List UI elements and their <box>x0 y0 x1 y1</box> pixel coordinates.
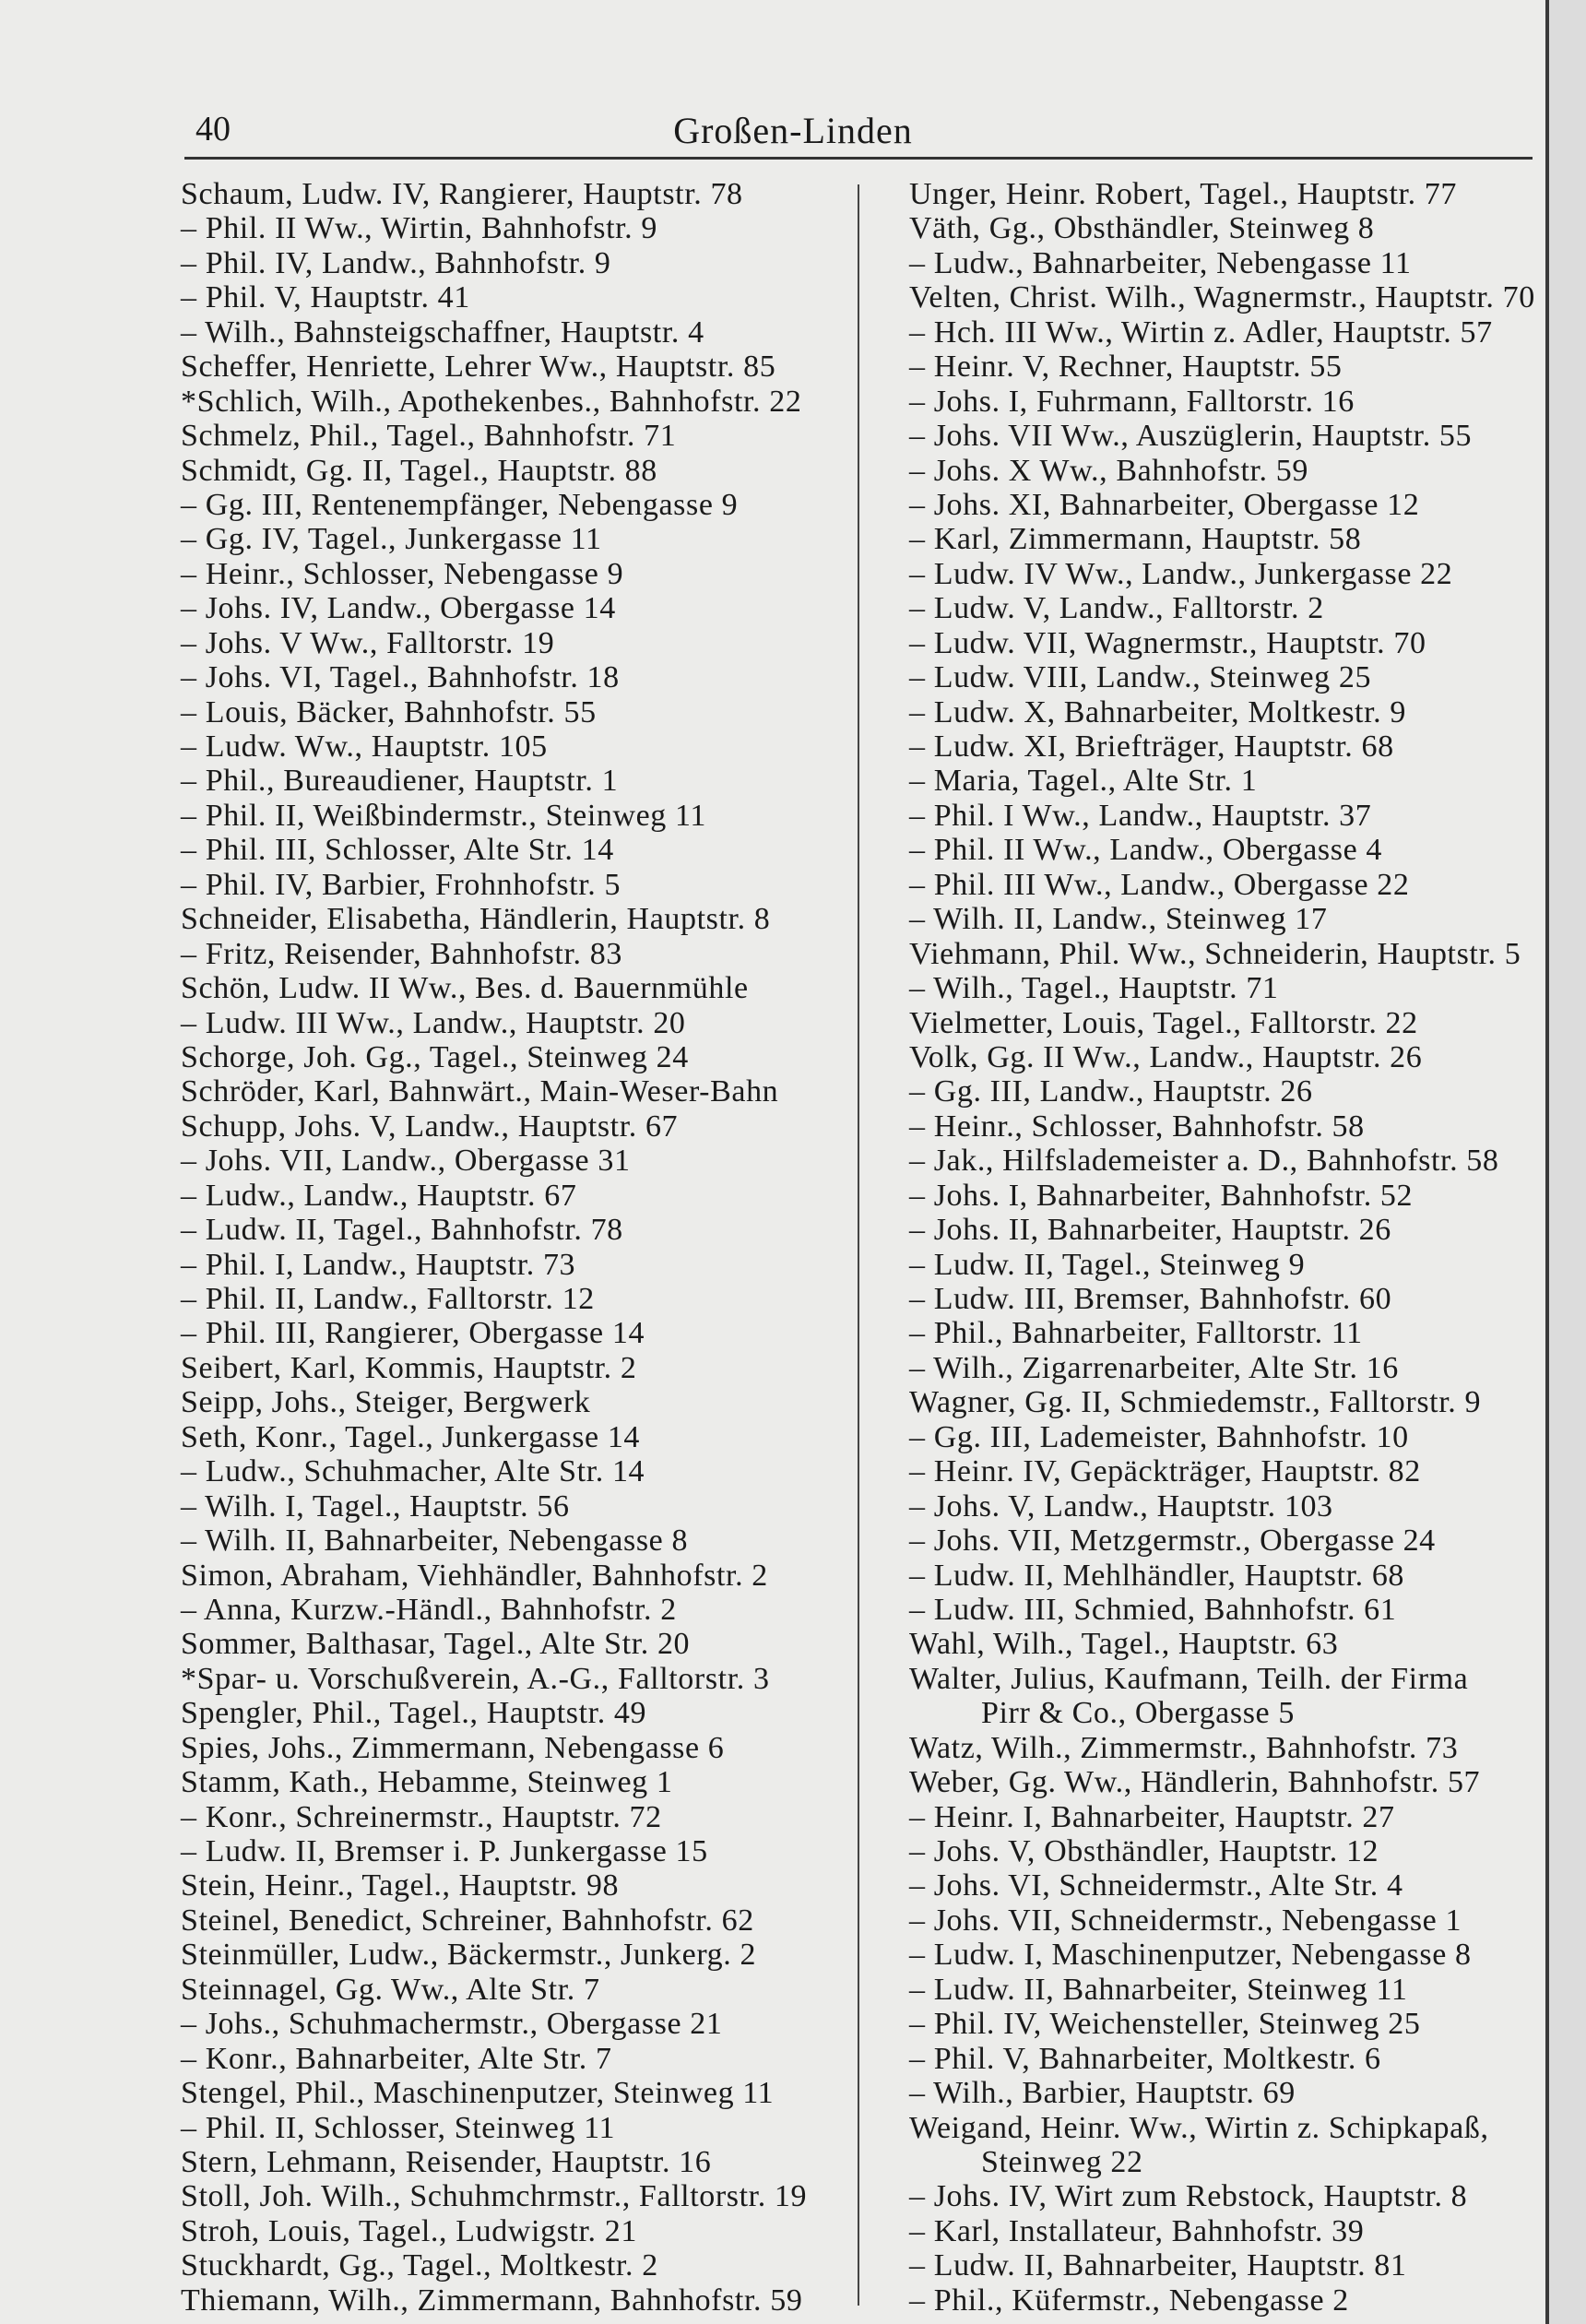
directory-entry: – Ludw. Ww., Hauptstr. 105 <box>181 729 548 764</box>
directory-entry: – Johs. II, Bahnarbeiter, Hauptstr. 26 <box>909 1213 1391 1248</box>
directory-entry: – Ludw., Bahnarbeiter, Nebengasse 11 <box>909 245 1412 280</box>
directory-entry: Stuckhardt, Gg., Tagel., Moltkestr. 2 <box>181 2248 658 2283</box>
directory-entry: Stein, Heinr., Tagel., Hauptstr. 98 <box>181 1868 620 1903</box>
directory-entry: Schmelz, Phil., Tagel., Bahnhofstr. 71 <box>181 419 677 454</box>
directory-entry: – Ludw. II, Tagel., Steinweg 9 <box>909 1247 1306 1282</box>
page-title: Großen-Linden <box>673 110 913 151</box>
directory-entry: – Phil. IV, Weichensteller, Steinweg 25 <box>909 2007 1421 2042</box>
directory-entry: – Phil. IV, Barbier, Frohnhofstr. 5 <box>181 867 621 902</box>
directory-entry: – Hch. III Ww., Wirtin z. Adler, Hauptstr. 57 <box>909 314 1493 350</box>
directory-entry: – Heinr., Schlosser, Bahnhofstr. 58 <box>909 1109 1365 1144</box>
directory-entry: *Schlich, Wilh., Apothekenbes., Bahnhofstr. 22 <box>181 384 802 419</box>
directory-entry: – Johs. X Ww., Bahnhofstr. 59 <box>909 453 1308 488</box>
directory-entry: – Johs. VII, Metzgermstr., Obergasse 24 <box>909 1524 1436 1559</box>
directory-entry: Steinmüller, Ludw., Bäckermstr., Junkerg. 2 <box>181 1938 757 1973</box>
directory-entry: – Phil. II, Weißbindermstr., Steinweg 11 <box>181 798 706 833</box>
directory-entry: – Gg. IV, Tagel., Junkergasse 11 <box>181 522 602 557</box>
directory-entry: – Ludw. II, Bahnarbeiter, Steinweg 11 <box>909 1972 1408 2007</box>
directory-entry: – Wilh., Barbier, Hauptstr. 69 <box>909 2076 1296 2111</box>
directory-entry: – Johs. I, Bahnarbeiter, Bahnhofstr. 52 <box>909 1178 1414 1213</box>
directory-entry: – Gg. III, Landw., Hauptstr. 26 <box>909 1074 1313 1109</box>
directory-entry: – Ludw. III, Bremser, Bahnhofstr. 60 <box>909 1282 1392 1316</box>
directory-entry: Steinel, Benedict, Schreiner, Bahnhofstr. 62 <box>181 1903 754 1938</box>
directory-entry: – Ludw. X, Bahnarbeiter, Moltkestr. 9 <box>909 694 1406 729</box>
directory-entry: Schaum, Ludw. IV, Rangierer, Hauptstr. 78 <box>181 177 743 211</box>
directory-entry: – Phil. III Ww., Landw., Obergasse 22 <box>909 867 1410 902</box>
directory-entry: – Phil., Bureaudiener, Hauptstr. 1 <box>181 764 619 799</box>
directory-entry: Stern, Lehmann, Reisender, Hauptstr. 16 <box>181 2144 712 2179</box>
directory-entry: – Karl, Installateur, Bahnhofstr. 39 <box>909 2213 1365 2248</box>
directory-entry: – Ludw. V, Landw., Falltorstr. 2 <box>909 591 1324 626</box>
directory-entry: Stengel, Phil., Maschinenputzer, Steinweg 11 <box>181 2076 775 2111</box>
directory-entry: – Johs. I, Fuhrmann, Falltorstr. 16 <box>909 384 1355 419</box>
directory-entry: – Wilh., Zigarrenarbeiter, Alte Str. 16 <box>909 1350 1399 1385</box>
directory-entry: – Phil. I Ww., Landw., Hauptstr. 37 <box>909 798 1372 833</box>
directory-entry: Viehmann, Phil. Ww., Schneiderin, Hauptstr. 5 <box>909 936 1521 971</box>
directory-entry: – Johs. VI, Tagel., Bahnhofstr. 18 <box>181 660 620 695</box>
directory-entry: – Johs. VI, Schneidermstr., Alte Str. 4 <box>909 1868 1403 1903</box>
directory-entry: Schupp, Johs. V, Landw., Hauptstr. 67 <box>181 1109 679 1144</box>
directory-entry: – Phil. II, Schlosser, Steinweg 11 <box>181 2110 616 2145</box>
directory-entry: – Heinr. V, Rechner, Hauptstr. 55 <box>909 350 1343 385</box>
directory-entry: – Wilh., Tagel., Hauptstr. 71 <box>909 971 1279 1006</box>
directory-entry: – Johs. XI, Bahnarbeiter, Obergasse 12 <box>909 487 1420 522</box>
directory-entry: – Wilh. II, Landw., Steinweg 17 <box>909 902 1328 937</box>
directory-entry-continuation: Steinweg 22 <box>981 2144 1143 2179</box>
directory-entry: – Fritz, Reisender, Bahnhofstr. 83 <box>181 936 622 971</box>
directory-entry: – Wilh., Bahnsteigschaffner, Hauptstr. 4 <box>181 314 704 350</box>
directory-entry: – Konr., Bahnarbeiter, Alte Str. 7 <box>181 2041 612 2076</box>
directory-entry: Wahl, Wilh., Tagel., Hauptstr. 63 <box>909 1627 1339 1662</box>
directory-entry: – Heinr. I, Bahnarbeiter, Hauptstr. 27 <box>909 1799 1395 1834</box>
directory-entry: – Ludw. XI, Briefträger, Hauptstr. 68 <box>909 729 1394 764</box>
directory-entry: – Phil. III, Schlosser, Alte Str. 14 <box>181 833 614 868</box>
directory-entry: Schorge, Joh. Gg., Tagel., Steinweg 24 <box>181 1039 689 1074</box>
directory-entry: – Ludw. II, Mehlhändler, Hauptstr. 68 <box>909 1558 1405 1593</box>
directory-entry: – Phil. II, Landw., Falltorstr. 12 <box>181 1282 595 1316</box>
directory-entry: Simon, Abraham, Viehhändler, Bahnhofstr. 2 <box>181 1558 768 1593</box>
directory-entry: Väth, Gg., Obsthändler, Steinweg 8 <box>909 211 1375 246</box>
directory-entry: – Gg. III, Lademeister, Bahnhofstr. 10 <box>909 1419 1409 1454</box>
directory-entry: Stamm, Kath., Hebamme, Steinweg 1 <box>181 1765 673 1800</box>
directory-entry: Spengler, Phil., Tagel., Hauptstr. 49 <box>181 1696 647 1731</box>
directory-entry: – Phil. V, Hauptstr. 41 <box>181 280 470 315</box>
directory-entry: – Ludw. IV Ww., Landw., Junkergasse 22 <box>909 556 1453 591</box>
directory-entry: – Ludw. VIII, Landw., Steinweg 25 <box>909 660 1372 695</box>
directory-entry: Schröder, Karl, Bahnwärt., Main-Weser-Bahn <box>181 1074 779 1109</box>
directory-entry: – Ludw. III Ww., Landw., Hauptstr. 20 <box>181 1005 686 1040</box>
directory-entry: – Ludw. VII, Wagnermstr., Hauptstr. 70 <box>909 625 1426 660</box>
directory-entry: – Johs. IV, Landw., Obergasse 14 <box>181 591 616 626</box>
directory-entry: Unger, Heinr. Robert, Tagel., Hauptstr. 77 <box>909 177 1458 211</box>
column-divider <box>858 184 859 2306</box>
directory-entry: – Johs., Schuhmachermstr., Obergasse 21 <box>181 2007 723 2042</box>
directory-entry: – Ludw. III, Schmied, Bahnhofstr. 61 <box>909 1592 1397 1627</box>
directory-entry: – Jak., Hilfslademeister a. D., Bahnhofstr. 58 <box>909 1144 1499 1179</box>
directory-entry: – Heinr. IV, Gepäckträger, Hauptstr. 82 <box>909 1454 1421 1489</box>
directory-entry: Velten, Christ. Wilh., Wagnermstr., Hauptstr. 70 <box>909 280 1535 315</box>
directory-entry: Vielmetter, Louis, Tagel., Falltorstr. 22 <box>909 1005 1418 1040</box>
directory-entry: – Phil. II Ww., Landw., Obergasse 4 <box>909 833 1382 868</box>
directory-entry: Thiemann, Wilh., Zimmermann, Bahnhofstr. 59 <box>181 2282 803 2318</box>
directory-entry: – Phil. I, Landw., Hauptstr. 73 <box>181 1247 576 1282</box>
directory-entry: Schneider, Elisabetha, Händlerin, Hauptstr. 8 <box>181 902 771 937</box>
directory-entry: – Ludw. I, Maschinenputzer, Nebengasse 8 <box>909 1938 1472 1973</box>
directory-entry: Spies, Johs., Zimmermann, Nebengasse 6 <box>181 1730 725 1765</box>
directory-entry: – Wilh. I, Tagel., Hauptstr. 56 <box>181 1488 570 1524</box>
directory-entry: – Konr., Schreinermstr., Hauptstr. 72 <box>181 1799 662 1834</box>
right-column <box>909 177 1545 2318</box>
directory-entry: Steinnagel, Gg. Ww., Alte Str. 7 <box>181 1972 600 2007</box>
directory-entry: Seth, Konr., Tagel., Junkergasse 14 <box>181 1419 641 1454</box>
directory-entry: *Spar- u. Vorschußverein, A.-G., Falltorstr. 3 <box>181 1661 770 1696</box>
left-column <box>181 177 854 2318</box>
directory-entry: Schmidt, Gg. II, Tagel., Hauptstr. 88 <box>181 453 657 488</box>
directory-entry: Wagner, Gg. II, Schmiedemstr., Falltorstr. 9 <box>909 1385 1482 1420</box>
header-rule <box>184 157 1533 160</box>
page-number: 40 <box>195 110 231 148</box>
directory-entry: Volk, Gg. II Ww., Landw., Hauptstr. 26 <box>909 1039 1423 1074</box>
directory-entry: – Maria, Tagel., Alte Str. 1 <box>909 764 1258 799</box>
directory-entry: – Gg. III, Rentenempfänger, Nebengasse 9 <box>181 487 739 522</box>
directory-entry: – Ludw., Schuhmacher, Alte Str. 14 <box>181 1454 645 1489</box>
directory-entry-continuation: Pirr & Co., Obergasse 5 <box>981 1696 1295 1731</box>
directory-entry: Scheffer, Henriette, Lehrer Ww., Hauptstr. 85 <box>181 350 776 385</box>
directory-entry: – Phil., Bahnarbeiter, Falltorstr. 11 <box>909 1316 1363 1351</box>
directory-entry: – Johs. VII, Schneidermstr., Nebengasse 1 <box>909 1903 1462 1938</box>
directory-entry: – Johs. V Ww., Falltorstr. 19 <box>181 625 555 660</box>
directory-entry: Weber, Gg. Ww., Händlerin, Bahnhofstr. 57 <box>909 1765 1481 1800</box>
directory-entry: – Johs. IV, Wirt zum Rebstock, Hauptstr. 8 <box>909 2179 1468 2214</box>
directory-entry: – Phil. II Ww., Wirtin, Bahnhofstr. 9 <box>181 211 657 246</box>
directory-entry: Stroh, Louis, Tagel., Ludwigstr. 21 <box>181 2213 637 2248</box>
directory-entry: – Phil. V, Bahnarbeiter, Moltkestr. 6 <box>909 2041 1381 2076</box>
directory-entry: – Phil., Küfermstr., Nebengasse 2 <box>909 2282 1349 2318</box>
directory-entry: – Ludw. II, Bahnarbeiter, Hauptstr. 81 <box>909 2248 1407 2283</box>
directory-entry: Stoll, Joh. Wilh., Schuhmchrmstr., Falltorstr. 19 <box>181 2179 808 2214</box>
directory-entry: – Ludw. II, Bremser i. P. Junkergasse 15 <box>181 1834 708 1868</box>
directory-entry: – Ludw. II, Tagel., Bahnhofstr. 78 <box>181 1213 623 1248</box>
directory-entry: Watz, Wilh., Zimmermstr., Bahnhofstr. 73 <box>909 1730 1459 1765</box>
directory-entry: – Karl, Zimmermann, Hauptstr. 58 <box>909 522 1362 557</box>
directory-entry: – Johs. VII Ww., Auszüglerin, Hauptstr. 55 <box>909 419 1473 454</box>
directory-entry: Seipp, Johs., Steiger, Bergwerk <box>181 1385 591 1420</box>
directory-entry: – Louis, Bäcker, Bahnhofstr. 55 <box>181 694 597 729</box>
directory-entry: Seibert, Karl, Kommis, Hauptstr. 2 <box>181 1350 637 1385</box>
directory-entry: – Phil. IV, Landw., Bahnhofstr. 9 <box>181 245 611 280</box>
directory-entry: – Phil. III, Rangierer, Obergasse 14 <box>181 1316 645 1351</box>
directory-entry: – Wilh. II, Bahnarbeiter, Nebengasse 8 <box>181 1524 689 1559</box>
directory-entry: – Johs. V, Obsthändler, Hauptstr. 12 <box>909 1834 1379 1868</box>
directory-entry: – Heinr., Schlosser, Nebengasse 9 <box>181 556 624 591</box>
directory-entry: Walter, Julius, Kaufmann, Teilh. der Firma <box>909 1661 1469 1696</box>
directory-entry: – Johs. VII, Landw., Obergasse 31 <box>181 1144 631 1179</box>
directory-entry: Sommer, Balthasar, Tagel., Alte Str. 20 <box>181 1627 691 1662</box>
directory-entry: – Ludw., Landw., Hauptstr. 67 <box>181 1178 577 1213</box>
directory-entry: Schön, Ludw. II Ww., Bes. d. Bauernmühle <box>181 971 749 1006</box>
directory-entry: – Johs. V, Landw., Hauptstr. 103 <box>909 1488 1333 1524</box>
directory-entry: – Anna, Kurzw.-Händl., Bahnhofstr. 2 <box>181 1592 677 1627</box>
directory-entry: Weigand, Heinr. Ww., Wirtin z. Schipkapaß, <box>909 2110 1489 2145</box>
